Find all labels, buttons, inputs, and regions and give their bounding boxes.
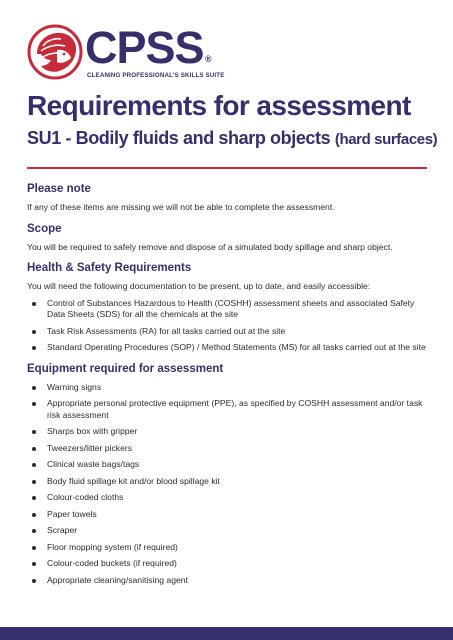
- section-heading: Equipment required for assessment: [27, 362, 224, 375]
- section-text: You will be required to safely remove and dispose of a simulated body spillage and sharp object.: [27, 241, 393, 252]
- page-subtitle: [27, 128, 437, 149]
- list-item: Appropriate cleaning/sanitising agent: [27, 575, 433, 587]
- brand-name: CPSS: [85, 22, 204, 73]
- section-equipment: [27, 362, 433, 587]
- footer-bar: [0, 627, 453, 640]
- page-title: Requirements for assessment: [27, 90, 411, 121]
- hs-requirements-list: [27, 298, 433, 354]
- list-item: Body fluid spillage kit and/or blood spillage kit: [27, 476, 433, 488]
- section-heading: Please note: [27, 183, 91, 195]
- title-divider: [27, 167, 427, 169]
- list-item: Colour-coded cloths: [27, 492, 433, 504]
- subtitle-suffix: (hard surfaces): [334, 131, 438, 148]
- list-item: Clinical waste bags/tags: [27, 459, 433, 471]
- header: [27, 22, 427, 88]
- list-item: Tweezers/litter pickers: [27, 443, 433, 455]
- section-please-note: [27, 182, 433, 214]
- list-item: Floor mopping system (if required): [27, 542, 433, 554]
- section-heading: Scope: [27, 222, 62, 235]
- list-item: Paper towels: [27, 509, 433, 521]
- list-item: Standard Operating Procedures (SOP) / Method Statements (MS) for all tasks carried out at the site: [27, 342, 433, 354]
- section-text: If any of these items are missing we will not be able to complete the assessment.: [27, 202, 335, 212]
- list-item: Task Risk Assessments (RA) for all tasks carried out at the site: [27, 326, 433, 338]
- registered-mark: ®: [205, 54, 212, 64]
- brand-tagline: CLEANING PROFESSIONAL'S SKILLS SUITE: [87, 72, 225, 79]
- subtitle-main: SU1 - Bodily fluids and sharp objects: [27, 128, 331, 148]
- section-scope: [27, 222, 433, 254]
- document-body: [27, 182, 433, 594]
- list-item: Scraper: [27, 525, 433, 537]
- section-intro: You will need the following documentation to be present, up to date, and easily accessible:: [27, 281, 371, 291]
- list-item: Control of Substances Hazardous to Health (COSHH) assessment sheets and associated Safety Data Sheets (SDS) for all the chemicals at the site: [27, 298, 433, 321]
- section-heading: Health & Safety Requirements: [27, 262, 192, 274]
- section-health-safety: [27, 261, 433, 354]
- list-item: Appropriate personal protective equipment (PPE), as specified by COSHH assessment and/or task risk assessment: [27, 398, 433, 421]
- list-item: Warning signs: [27, 382, 433, 394]
- list-item: Sharps box with gripper: [27, 426, 433, 438]
- equipment-list: [27, 382, 433, 587]
- lion-logo-icon: [27, 24, 83, 80]
- list-item: Colour-coded buckets (if required): [27, 558, 433, 570]
